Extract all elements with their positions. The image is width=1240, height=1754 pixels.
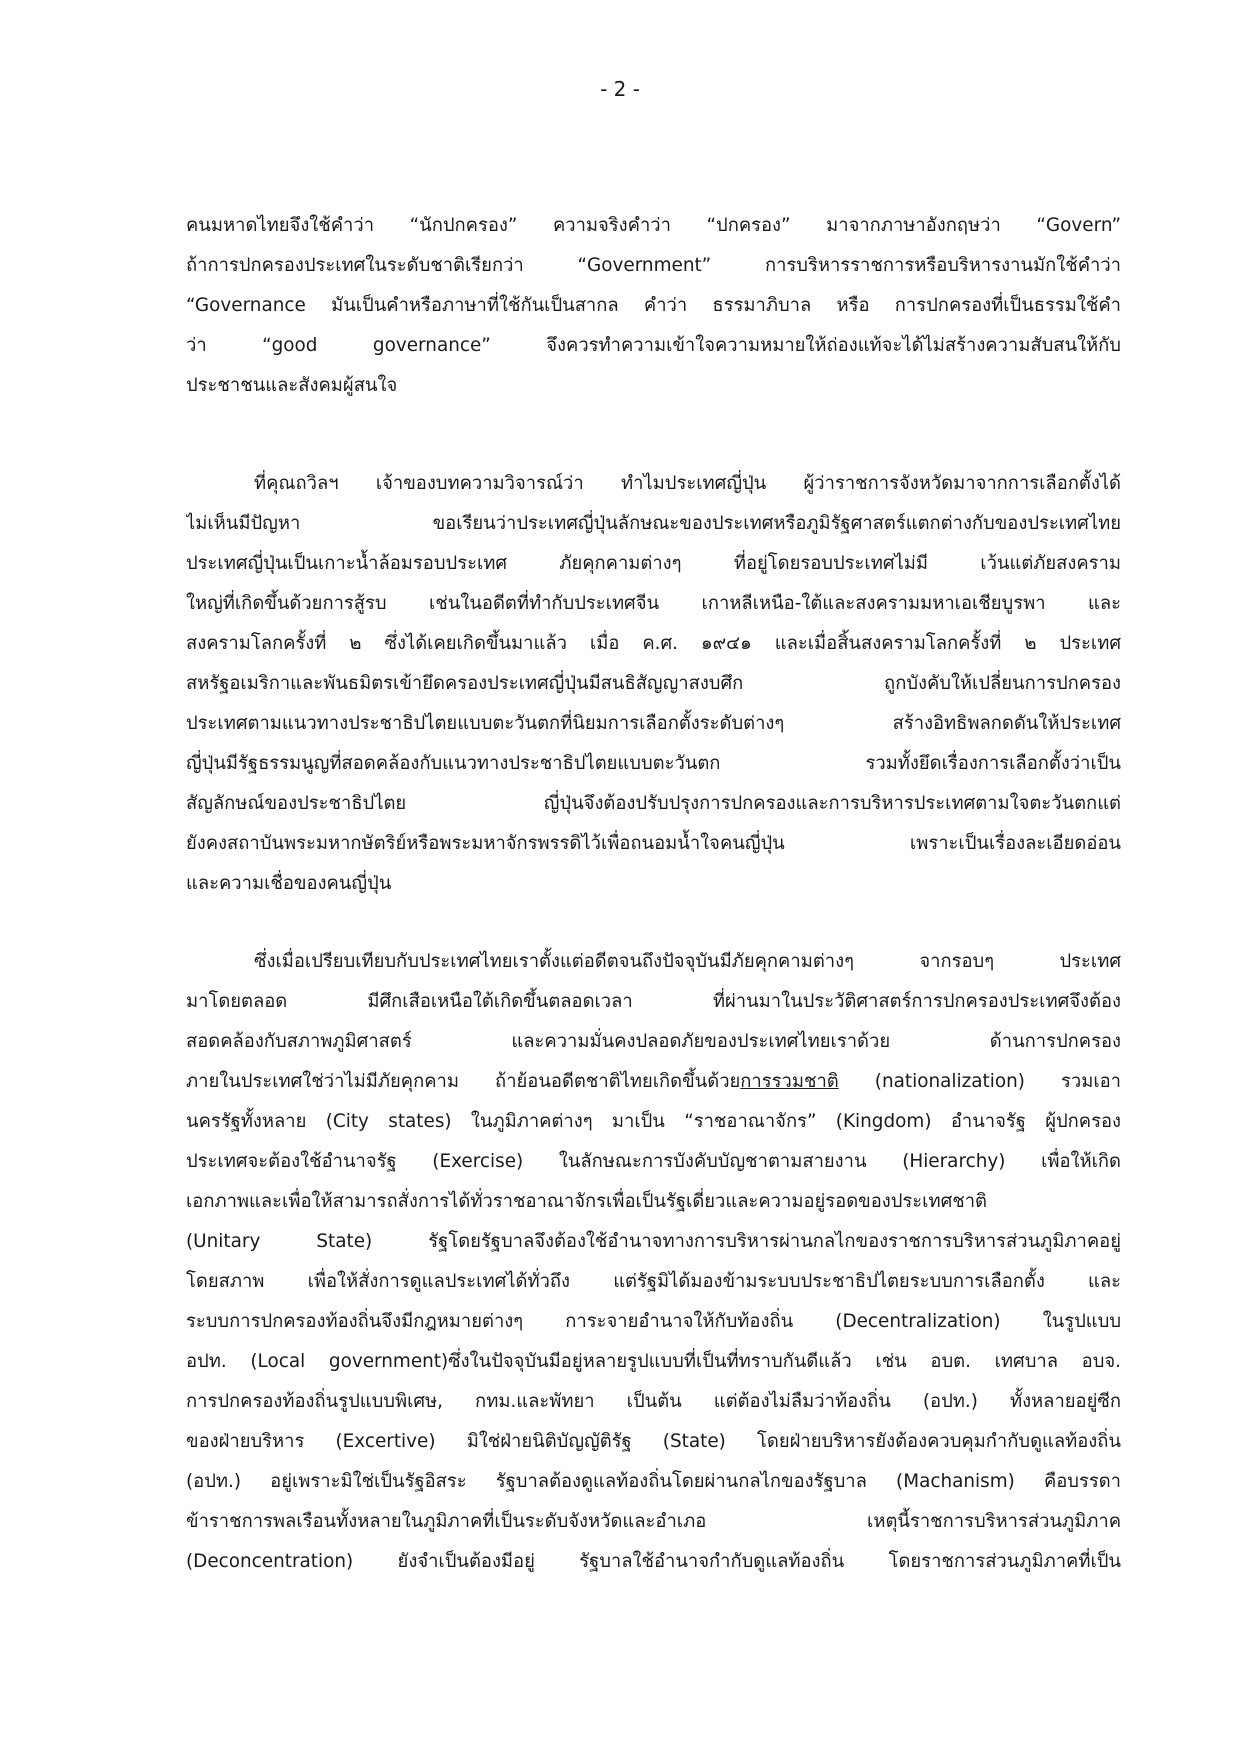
- text-line: โดยสภาพ เพื่อให้สั่งการดูแลประเทศได้ทั่วถึง แต่รัฐมิได้มองข้ามระบบประชาธิปไตยระบบการเลือกตั้ง และ: [186, 1271, 1121, 1292]
- text-line: (Deconcentration) ยังจำเป็นต้องมีอยู่ รัฐบาลใช้อำนาจกำกับดูแลท้องถิ่น โดยราชการส่วนภูมิภาคที่เป็น: [186, 1551, 1121, 1572]
- text-line: ญี่ปุ่นมีรัฐธรรมนูญที่สอดคล้องกับแนวทางประชาธิปไตยแบบตะวันตก รวมทั้งยึดเรื่องการเลือกตั้งว่าเป็น: [186, 753, 1121, 774]
- text-line: ยังคงสถาบันพระมหากษัตริย์หรือพระมหาจักรพรรดิไว้เพื่อถนอมน้ำใจคนญี่ปุ่น เพราะเป็นเรื่องละเอียดอ่อน: [186, 833, 1121, 854]
- text-line: (อปท.) อยู่เพราะมิใช่เป็นรัฐอิสระ รัฐบาลต้องดูแลท้องถิ่นโดยผ่านกลไกของรัฐบาล (Machanism) คือบรรดา: [186, 1471, 1121, 1492]
- text-line: “Governance มันเป็นคำหรือภาษาที่ใช้กันเป็นสากล คำว่า ธรรมาภิบาล หรือ การปกครองที่เป็นธรรมใช้คำ: [186, 295, 1121, 316]
- text-line: นครรัฐทั้งหลาย (City states) ในภูมิภาคต่างๆ มาเป็น “ราชอาณาจักร” (Kingdom) อำนาจรัฐ ผู้ปกครอง: [186, 1111, 1121, 1132]
- underlined-term: การรวมชาติ: [740, 1071, 839, 1092]
- text-line: ของฝ่ายบริหาร (Excertive) มิใช่ฝ่ายนิติบัญญัติรัฐ (State) โดยฝ่ายบริหารยังต้องควบคุมกำกับดูแลท้องถิ่น: [186, 1431, 1121, 1452]
- text-line: ประเทศจะต้องใช้อำนาจรัฐ (Exercise) ในลักษณะการบังคับบัญชาตามสายงาน (Hierarchy) เพื่อให้เกิด: [186, 1151, 1121, 1172]
- text-run: (nationalization) รวมเอา: [838, 1071, 1121, 1092]
- text-line: ที่คุณถวิลฯ เจ้าของบทความวิจารณ์ว่า ทำไมประเทศญี่ปุ่น ผู้ว่าราชการจังหวัดมาจากการเลือกตั้งได้: [254, 473, 1121, 494]
- text-line: ระบบการปกครองท้องถิ่นจึงมีกฎหมายต่างๆ การะจายอำนาจให้กับท้องถิ่น (Decentralization) ในรูปแบบ: [186, 1311, 1121, 1332]
- text-line: ถ้าการปกครองประเทศในระดับชาติเรียกว่า “Government” การบริหารราชการหรือบริหารงานมักใช้คำว่า: [186, 255, 1121, 276]
- text-line: ว่า “good governance” จึงควรทำความเข้าใจความหมายให้ถ่องแท้จะได้ไม่สร้างความสับสนให้กับ: [186, 335, 1121, 356]
- text-line: และความเชื่อของคนญี่ปุ่น: [186, 873, 392, 894]
- paragraph-2: [186, 464, 1121, 904]
- paragraph-1: [186, 206, 1121, 406]
- paragraph-3: [186, 942, 1121, 1582]
- text-line: สอดคล้องกับสภาพภูมิศาสตร์ และความมั่นคงปลอดภัยของประเทศไทยเราด้วย ด้านการปกครอง: [186, 1031, 1121, 1052]
- text-line: ข้าราชการพลเรือนทั้งหลายในภูมิภาคที่เป็นระดับจังหวัดและอำเภอ เหตุนี้ราชการบริหารส่วนภูมิภาค: [186, 1511, 1121, 1532]
- text-line: การปกครองท้องถิ่นรูปแบบพิเศษ, กทม.และพัทยา เป็นต้น แต่ต้องไม่ลืมว่าท้องถิ่น (อปท.) ทั้งหลายอยู่ซีก: [186, 1391, 1121, 1412]
- text-line: สัญลักษณ์ของประชาธิปไตย ญี่ปุ่นจึงต้องปรับปรุงการปกครองและการบริหารประเทศตามใจตะวันตกแต่: [186, 793, 1121, 814]
- text-line: มาโดยตลอด มีศึกเสือเหนือใต้เกิดขึ้นตลอดเวลา ที่ผ่านมาในประวัติศาสตร์การปกครองประเทศจึงต้อง: [186, 991, 1121, 1012]
- text-line: คนมหาดไทยจึงใช้คำว่า “นักปกครอง” ความจริงคำว่า “ปกครอง” มาจากภาษาอังกฤษว่า “Govern”: [186, 215, 1121, 236]
- page-number: - 2 -: [600, 77, 640, 101]
- text-line: ไม่เห็นมีปัญหา ขอเรียนว่าประเทศญี่ปุ่นลักษณะของประเทศหรือภูมิรัฐศาสตร์แตกต่างกับของประเทศไทย: [186, 513, 1121, 534]
- text-line: ประเทศตามแนวทางประชาธิปไตยแบบตะวันตกที่นิยมการเลือกตั้งระดับต่างๆ สร้างอิทธิพลกดดันให้ประเทศ: [186, 713, 1121, 734]
- text-line: สหรัฐอเมริกาและพันธมิตรเข้ายึดครองประเทศญี่ปุ่นมีสนธิสัญญาสงบศึก ถูกบังคับให้เปลี่ยนการปกครอง: [186, 673, 1121, 694]
- text-line: [186, 1062, 1121, 1102]
- text-line: เอกภาพและเพื่อให้สามารถสั่งการได้ทั่วราชอาณาจักรเพื่อเป็นรัฐเดี่ยวและความอยู่รอดของประเทศชาติ: [186, 1191, 987, 1212]
- text-run: ภายในประเทศใช่ว่าไม่มีภัยคุกคาม ถ้าย้อนอดีตชาติไทยเกิดขึ้นด้วย: [186, 1071, 741, 1092]
- text-line: (Unitary State) รัฐโดยรัฐบาลจึงต้องใช้อำนาจทางการบริหารผ่านกลไกของราชการบริหารส่วนภูมิภาคอยู่: [186, 1231, 1121, 1252]
- text-line: ซึ่งเมื่อเปรียบเทียบกับประเทศไทยเราตั้งแต่อดีตจนถึงปัจจุบันมีภัยคุกคามต่างๆ จากรอบๆ ประเทศ: [254, 951, 1121, 972]
- text-line: ประชาชนและสังคมผู้สนใจ: [186, 375, 398, 396]
- text-line: อปท. (Local government)ซึ่งในปัจจุบันมีอยู่หลายรูปแบบที่เป็นที่ทราบกันดีแล้ว เช่น อบต. เทศบาล อบจ.: [186, 1351, 1121, 1372]
- text-line: สงครามโลกครั้งที่ ๒ ซึ่งได้เคยเกิดขึ้นมาแล้ว เมื่อ ค.ศ. ๑๙๔๑ และเมื่อสิ้นสงครามโลกครั้งที่ ๒ ประเทศ: [186, 633, 1121, 654]
- text-line: ประเทศญี่ปุ่นเป็นเกาะน้ำล้อมรอบประเทศ ภัยคุกคามต่างๆ ที่อยู่โดยรอบประเทศไม่มี เว้นแต่ภัยสงคราม: [186, 553, 1121, 574]
- text-line: ใหญ่ที่เกิดขึ้นด้วยการสู้รบ เช่นในอดีตที่ทำกับประเทศจีน เกาหลีเหนือ-ใต้และสงครามมหาเอเชียบูรพา และ: [186, 593, 1121, 614]
